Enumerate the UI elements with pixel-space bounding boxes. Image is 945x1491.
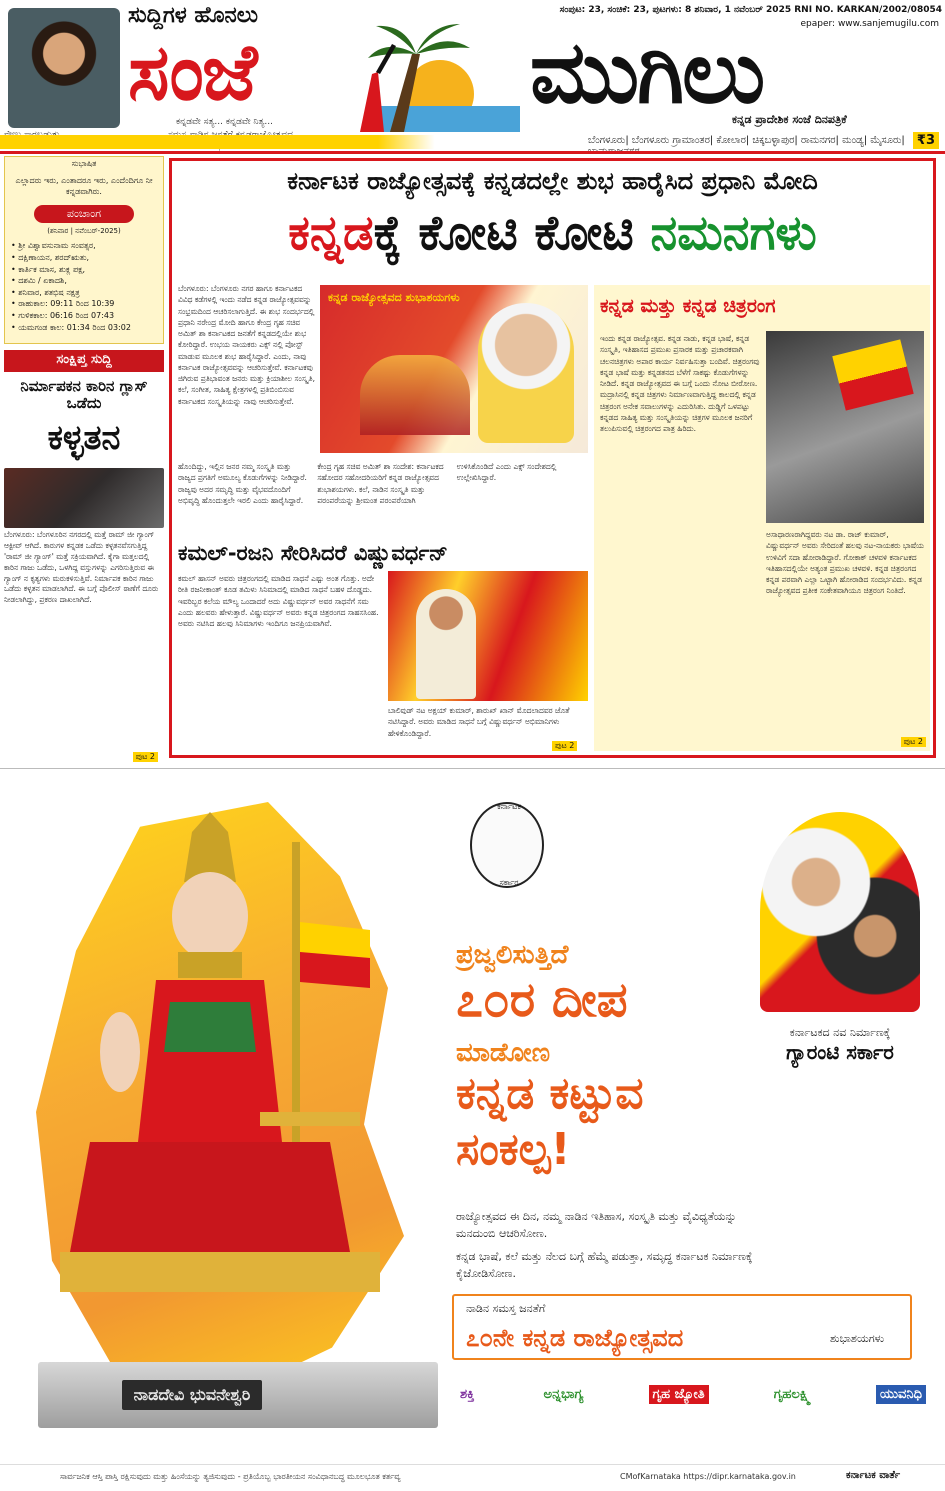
section-divider bbox=[0, 768, 945, 769]
lead-story-text: ಬೆಂಗಳೂರು: ಬೆಂಗಳೂರು ನಗರ ಹಾಗೂ ಕರ್ನಾಟಕದ ವಿವಿಧ ಕಡೆಗಳಲ್ಲಿ ಇಂದು ನಡೆದ ಕನ್ನಡ ರಾಜ್ಯೋತ್ಸವವನ್ನು ಸಂಭ್ರಮದಿಂದ ಆಚರಿಸಲಾಗುತ್ತಿದೆ. ಈ ಶುಭ ಸಂದರ್ಭದಲ್ಲಿ ಪ್ರಧಾನಿ ನರೇಂದ್ರ ಮೋದಿ ಹಾಗೂ ಕೇಂದ್ರ ಗೃಹ ಸಚಿವ ಅಮಿತ್ ಶಾ ಕರ್ನಾಟಕದ ಜನತೆಗೆ ಕನ್ನಡದಲ್ಲಿಯೇ ಶುಭ ಕೋರಿದ್ದಾರೆ. ಉಭಯ ನಾಯಕರು ಎಕ್ಸ್ ನಲ್ಲಿ ಪೋಸ್ಟ್ ಮಾಡುವ ಮೂಲಕ ಶುಭ ಹಾರೈಸಿದ್ದಾರೆ. ಎಂದು, ನಾವು ಕರ್ನಾಟಕ ರಾಜ್ಯೋತ್ಸವವನ್ನು ಆಚರಿಸುತ್ತೇವೆ. ಕರ್ನಾಟಕವು ಜಿಗಿರುವ ಪ್ರತಿಭಾವಂತ ಜನರು ಮತ್ತು ಕ್ರಿಯಾಶೀಲ ಸಂಸ್ಕೃತಿ, ಕಲೆ, ಸಂಗೀತ, ಸಾಹಿತ್ಯ ಕ್ಷೇತ್ರಗಳಲ್ಲಿ ಪ್ರತಿಬಿಂಬಿಸುವ ಕರ್ನಾಟಕದ ಸಂಸ್ಕೃತಿಯನ್ನು ನಾವು ಆಚರಿಸುತ್ತೇವೆ. bbox=[178, 284, 315, 406]
ad-line-1: ಪ್ರಜ್ವಲಿಸುತ್ತಿದೆ bbox=[456, 940, 569, 970]
scheme-shakti-logo: ಶಕ್ತಿ bbox=[460, 1386, 475, 1402]
editor-photo bbox=[8, 8, 120, 128]
wishes-title: ೭೦ನೇ ಕನ್ನಡ ರಾಜ್ಯೋತ್ಸವದ bbox=[466, 1324, 684, 1352]
cinema-story-text: ಇಂದು ಕನ್ನಡ ರಾಜ್ಯೋತ್ಸವ. ಕನ್ನಡ ನಾಡು, ಕನ್ನಡ ಭಾಷೆ, ಕನ್ನಡ ಸಂಸ್ಕೃತಿ, ಇತಿಹಾಸದ ಪ್ರಮುಖ ಪ್ರಸಾರಕ ಮತ್ತು ಪ್ರಚಾರಕವಾಗಿ ಚಲನಚಿತ್ರಗಳು ಅಪಾರ ಕಾರ್ಯ ನಿರ್ವಹಿಸುತ್ತಾ ಬಂದಿವೆ. ಚಿತ್ರರಂಗವು ಕನ್ನಡ ಭಾಷೆ ಮತ್ತು ಕನ್ನಡತನದ ಬೆಳೆಗೆ ಸಾಕಷ್ಟು ಕೊಡುಗೆಗಳನ್ನು ನೀಡಿದೆ. ಕನ್ನಡ ರಾಜ್ಯೋತ್ಸವದ ಈ ಬಗ್ಗೆ ಒಂದು ನೋಟ ಬೀರೋಣ. ಮದ್ರಾಸಿನಲ್ಲಿ ಕನ್ನಡ ಚಿತ್ರಗಳು ನಿರ್ಮಾಣವಾಗುತ್ತಿದ್ದ ಕಾಲದಲ್ಲಿ ಕನ್ನಡ ಚಿತ್ರರಂಗ ಅನೇಕ ಸವಾಲುಗಳನ್ನು ಎದುರಿಸಿತು. ದುಡ್ಡಿಗೆ ಒಳಪಟ್ಟು ಕನ್ನಡದ ಸಾಹಿತ್ಯ ಮತ್ತು ಸಂಸ್ಕೃತಿಯನ್ನು ಚಿತ್ರಗಳ ಮೂಲಕ ಜನರಿಗೆ ತಲುಪಿಸುವಲ್ಲಿ ಚಿತ್ರರಂಗದ ಪಾತ್ರ ಹಿರಿದು. bbox=[600, 334, 760, 433]
ad-paragraph-1: ರಾಜ್ಯೋತ್ಸವದ ಈ ದಿನ, ನಮ್ಮ ನಾಡಿನ ಇತಿಹಾಸ, ಸಂಸ್ಕೃತಿ ಮತ್ತು ವೈವಿಧ್ಯತೆಯನ್ನು ಮನದುಂಬಿ ಆಚರಿಸೋಣ. bbox=[456, 1210, 737, 1241]
panchanga-box bbox=[4, 156, 164, 344]
government-tagline: ಕರ್ನಾಟಕದ ನವ ನಿರ್ಮಾಣಕ್ಕೆ bbox=[789, 1026, 891, 1039]
scheme-gruhalakshmi-logo: ಗೃಹಲಕ್ಷ್ಮಿ bbox=[773, 1386, 811, 1402]
vishnuvardhan-headline[interactable]: ಕಮಲ್-ರಜನಿ ಸೇರಿಸಿದರೆ ವಿಷ್ಣುವರ್ಧನ್ bbox=[178, 541, 448, 565]
masthead bbox=[0, 0, 945, 150]
footer-varthe-logo: ಕರ್ನಾಟಕ ವಾರ್ತೆ bbox=[846, 1470, 901, 1481]
masthead-sub1: ಕನ್ನಡವೇ ಸತ್ಯ... ಕನ್ನಡವೇ ನಿತ್ಯ... bbox=[176, 117, 274, 127]
vishnuvardhan-story: ಕಮಲ್ ಹಾಸನ್ ಅವರು ಚಿತ್ರರಂಗದಲ್ಲಿ ಮಾಡಿದ ಸಾಧನೆ ಎಷ್ಟು ಅಂತ ಗೊತ್ತು. ಅದೇ ರೀತಿ ರಜನೀಕಾಂತ್ ಕೂಡ ತಮಿಳು ಸಿನಿಮಾದಲ್ಲಿ ಮಾಡಿದ ಸಾಧನೆ ಬಹಳ ದೊಡ್ಡದು. ಇವರಿಬ್ಬರ ಕಲೆಯ ಮೌಲ್ಯ ಒಂದಾದರೆ ಅದು ವಿಷ್ಣುವರ್ಧನ್ ಅವರ ಸಾಧನೆಗೆ ಸಮ ಎಂದು ಹಲವರು ಹೇಳುತ್ತಾರೆ. ವಿಷ್ಣುವರ್ಧನ್ ಅವರು ಕನ್ನಡ ಚಿತ್ರರಂಗದ ಸಾಹಸಸಿಂಹ. ಅವರು ನಟಿಸಿದ ಹಲವು ಸಿನಿಮಾಗಳು ಇಂದಿಗೂ ಜನಪ್ರಿಯವಾಗಿವೆ. bbox=[178, 574, 379, 628]
brief-big-headline[interactable]: ಕಳ್ಳತನ bbox=[47, 418, 121, 458]
rajyotsava-advertisement bbox=[0, 772, 945, 1491]
masthead-rule bbox=[0, 151, 945, 154]
logo-sanje: ಸಂಜೆ bbox=[128, 28, 256, 118]
brief-news-photo bbox=[4, 468, 164, 528]
panchanga-list bbox=[5, 236, 163, 337]
karnataka-emblem-icon bbox=[470, 802, 544, 888]
panchanga-item: • ಯಮಗಂಡ ಕಾಲ: 01:34 ರಿಂದ 03:02 bbox=[11, 322, 131, 332]
greeting-badge: ಕನ್ನಡ ರಾಜ್ಯೋತ್ಸವದ ಶುಭಾಶಯಗಳು bbox=[328, 291, 460, 304]
emblem-top-text: ಕರ್ನಾಟಕ bbox=[497, 802, 521, 811]
panchanga-item: • ಶನಿವಾರ, ಶತಭಿಷ ನಕ್ಷತ್ರ bbox=[11, 287, 80, 297]
panchanga-item: • ಶ್ರೀ ವಿಶ್ವಾವಸುನಾಮ ಸಂವತ್ಸರ, bbox=[11, 241, 96, 251]
paper-descriptor: ಕನ್ನಡ ಪ್ರಾದೇಶಿಕ ಸಂಜೆ ದಿನಪತ್ರಿಕೆ bbox=[732, 113, 847, 126]
continued-link[interactable]: ಪುಟ 2 bbox=[901, 737, 926, 747]
leaders-portrait bbox=[760, 812, 920, 1012]
wishes-intro: ನಾಡಿನ ಸಮಸ್ತ ಜನತೆಗೆ bbox=[466, 1302, 546, 1315]
lead-story-continued: ಹೊಂದಿದ್ದು, ಇಲ್ಲಿನ ಜನರ ನಮ್ಮ ಸಂಸ್ಕೃತಿ ಮತ್ತು ರಾಜ್ಯದ ಪ್ರಗತಿಗೆ ಅಮೂಲ್ಯ ಕೊಡುಗೆಗಳನ್ನು ನೀಡಿದ್ದಾರೆ. ರಾಜ್ಯವು ಅದರ ಸಮೃದ್ಧಿ ಮತ್ತು ವೈಭವದೊಂದಿಗೆ ಅಭಿವೃದ್ಧಿ ಹೊಂದುತ್ತಲೇ ಇರಲಿ ಎಂದು ಹಾರೈಸಿದ್ದಾರೆ. ಕೇಂದ್ರ ಗೃಹ ಸಚಿವ ಅಮಿತ್ ಶಾ ಸಂದೇಶ: ಕರ್ನಾಟಕದ ಸಹೋದರ ಸಹೋದರಿಯರಿಗೆ ಕನ್ನಡ ರಾಜ್ಯೋತ್ಸವದ ಶುಭಾಶಯಗಳು. ಕಲೆ, ನಾಡಿನ ಸಂಸ್ಕೃತಿ ಮತ್ತು ಪರಂಪರೆಯನ್ನು ಶ್ರೀಮಂತ ಪರಂಪರೆಯಾಗಿ ಉಳಿಸಿಕೊಂಡಿದೆ ಎಂದು ಎಕ್ಸ್ ಸಂದೇಶದಲ್ಲಿ ಉಲ್ಲೇಖಿಸಿದ್ದಾರೆ. bbox=[178, 462, 557, 505]
modi-portrait bbox=[478, 303, 574, 443]
footer-duty-text: ಸಾರ್ವಜನಿಕ ಆಸ್ತಿ ಪಾಸ್ತಿ ರಕ್ಷಿಸುವುದು ಮತ್ತು ಹಿಂಸೆಯನ್ನು ತ್ಯಜಿಸುವುದು - ಪ್ರತಿಯೊಬ್ಬ ಭಾರತೀಯನ ಸಂವಿಧಾನಬದ್ಧ ಮೂಲಭೂತ ಕರ್ತವ್ಯ bbox=[60, 1472, 401, 1481]
ad-line-3: ಮಾಡೋಣ bbox=[456, 1038, 551, 1068]
price-tag: ₹3 bbox=[913, 132, 939, 149]
ad-footer bbox=[0, 1464, 945, 1490]
brief-headline[interactable]: ನಿರ್ಮಾಪಕನ ಕಾರಿನ ಗ್ಲಾಸ್ ಒಡೆದು bbox=[20, 377, 148, 413]
ad-line-5: ಸಂಕಲ್ಪ! bbox=[456, 1124, 571, 1175]
main-news-box bbox=[169, 158, 936, 758]
vidhana-soudha-art bbox=[360, 355, 470, 435]
vishnuvardhan-story-continued: ಬಾಲಿವುಡ್ ನಟ ಅಕ್ಷಯ್ ಕುಮಾರ್, ಶಾರುಖ್ ಖಾನ್ ಮೊದಲಾದವರ ಜೊತೆ ನಟಿಸಿದ್ದಾರೆ. ಅವರು ಮಾಡಿದ ಸಾಧನೆ ಬಗ್ಗೆ ವಿಷ್ಣುವರ್ಧನ್ ಅಭಿಮಾನಿಗಳು ಹೇಳಿಕೊಂಡಿದ್ದಾರೆ. bbox=[388, 706, 570, 738]
lead-kicker[interactable]: ಕರ್ನಾಟಕ ರಾಜ್ಯೋತ್ಸವಕ್ಕೆ ಕನ್ನಡದಲ್ಲೇ ಶುಭ ಹಾರೈಸಿದ ಪ್ರಧಾನಿ ಮೋದಿ bbox=[287, 167, 818, 195]
headline-part-koti: ಕ್ಕೆ ಕೋಟಿ ಕೋಟಿ bbox=[373, 205, 651, 261]
rajkumar-flag-photo bbox=[766, 331, 924, 523]
headline-part-namanagalu: ನಮನಗಳು bbox=[650, 205, 817, 261]
guarantee-schemes bbox=[456, 1376, 926, 1412]
scheme-yuvanidhi-logo: ಯುವನಿಧಿ bbox=[876, 1385, 926, 1404]
modi-greeting-image bbox=[320, 285, 588, 453]
government-slogan: ಗ್ಯಾರಂಟಿ ಸರ್ಕಾರ bbox=[786, 1040, 894, 1064]
cinema-headline[interactable]: ಕನ್ನಡ ಮತ್ತು ಕನ್ನಡ ಚಿತ್ರರಂಗ bbox=[600, 295, 776, 317]
actor-figure bbox=[416, 589, 476, 699]
left-column bbox=[4, 156, 164, 766]
sunset-palm-art bbox=[320, 14, 520, 132]
bhuvaneshwari-statue bbox=[60, 812, 380, 1372]
panchanga-title: ಪಂಚಾಂಗ bbox=[34, 205, 134, 223]
ad-line-2: ೭೦ರ ದೀಪ bbox=[456, 972, 628, 1028]
scheme-annabhagya-logo: ಅನ್ನಭಾಗ್ಯ bbox=[543, 1386, 584, 1402]
ad-paragraph-2: ಕನ್ನಡ ಭಾಷೆ, ಕಲೆ ಮತ್ತು ನೆಲದ ಬಗ್ಗೆ ಹೆಮ್ಮೆ ಪಡುತ್ತಾ, ಸಮೃದ್ಧ ಕರ್ನಾಟಕ ನಿರ್ಮಾಣಕ್ಕೆ ಕೈಜೋಡಿಸೋಣ. bbox=[456, 1250, 753, 1281]
panchanga-item: • ಗುಳಿಕಕಾಲ: 06:16 ರಿಂದ 07:43 bbox=[11, 310, 115, 320]
ad-line-4: ಕನ್ನಡ ಕಟ್ಟುವ bbox=[456, 1068, 644, 1119]
panchanga-item: • ಕಾರ್ತಿಕ ಮಾಸ, ಶುಕ್ಲ ಪಕ್ಷ, bbox=[11, 264, 86, 274]
subhashita-title: ಸುಭಾಷಿತ bbox=[71, 159, 97, 168]
headline-part-kannada: ಕನ್ನಡ bbox=[288, 205, 374, 261]
panchanga-item: • ರಾಹುಕಾಲ: 09:11 ರಿಂದ 10:39 bbox=[11, 299, 115, 309]
lead-headline[interactable] bbox=[172, 207, 933, 260]
masthead-tagline: ಸುದ್ದಿಗಳ ಹೊನಲು bbox=[128, 2, 259, 28]
scheme-gruha-jyothi-logo: ಗೃಹ ಜ್ಯೋತಿ bbox=[649, 1385, 709, 1404]
wishes-end: ಶುಭಾಶಯಗಳು bbox=[830, 1332, 885, 1345]
kannada-flag bbox=[832, 339, 913, 410]
subhashita-text: ಎಲ್ಲಾದರು ಇರು, ಎಂತಾದರೂ ಇರು, ಎಂದೆಂದಿಗೂ ನೀ ಕನ್ನಡವಾಗಿರು. bbox=[15, 176, 153, 197]
emblem-bottom-text: ಸರ್ಕಾರ bbox=[499, 878, 519, 887]
vishnuvardhan-photo bbox=[388, 571, 588, 701]
brief-news-section: ಸಂಕ್ಷಿಪ್ತ ಸುದ್ದಿ bbox=[4, 350, 164, 372]
pedestal-label: ನಾಡದೇವಿ ಭುವನೇಶ್ವರಿ bbox=[122, 1380, 262, 1410]
panchanga-item: • ದಕ್ಷಿಣಾಯನ, ಶರದ್ಋತು, bbox=[11, 252, 90, 262]
logo-mugilu: ಮುಗಿಲು bbox=[530, 23, 764, 123]
edition-cities: ಬೆಂಗಳೂರು| ಬೆಂಗಳೂರು ಗ್ರಾಮಾಂತರ| ಕೋಲಾರ| ಚಿಕ್ಕಬಳ್ಳಾಪುರ| ರಾಮನಗರ| ಮಂಡ್ಯ| ಮೈಸೂರು| bbox=[588, 135, 905, 146]
footer-social-links[interactable]: CMofKarnataka https://dipr.karnataka.gov.in bbox=[620, 1472, 796, 1481]
brief-body: ಬೆಂಗಳೂರು: ಬೆಂಗಳೂರಿನ ನಗರದಲ್ಲಿ ಮತ್ತೆ ರಾಮ್ ಜೀ ಗ್ಯಾಂಗ್ ಆಕ್ಟೀವ್ ಆಗಿದೆ. ಕಾರುಗಳ ಕನ್ನಡಕ ಒಡೆದು ಕಳ್ಳತನವೆಸಗುತ್ತಿದ್ದ 'ರಾಮ್ ಜೀ ಗ್ಯಾಂಗ್' ಮತ್ತೆ ಸಕ್ರಿಯವಾಗಿದೆ. ಕೈಗಾ ಮತ್ತಲದಲ್ಲಿ ಕಾರಿನ ಗಾಜು ಒಡೆದು, ಒಳಗಿದ್ದ ವಸ್ತುಗಳನ್ನು ಎಗರಿಸುತ್ತಿರುವ ಈ ಗ್ಯಾಂಗ್ ನ ಕೃತ್ಯಗಳು ಮರುಕಳಿಸುತ್ತಿವೆ. ನಿರ್ಮಾಪಕ ಕಾರಿನ ಗಾಜು ಒಡೆದು ಕಳ್ಳತನ ಮಾಡಲಾಗಿದೆ. ಈ ಬಗ್ಗೆ ಪೊಲೀಸ್ ಠಾಣೆಗೆ ದೂರು ನೀಡಲಾಗಿದ್ದು, ಪ್ರಕರಣ ದಾಖಲಾಗಿದೆ. bbox=[4, 530, 159, 605]
continued-link[interactable]: ಪುಟ 2 bbox=[552, 741, 577, 751]
issue-info: ಸಂಪುಟ: 23, ಸಂಚಿಕೆ: 23, ಪುಟಗಳು: 8 ಶನಿವಾರ, 1 ನವೆಂಬರ್ 2025 RNI NO. KARKAN/2002/08054 bbox=[559, 5, 942, 15]
cinema-feature bbox=[594, 285, 930, 751]
epaper-link[interactable]: epaper: www.sanjemugilu.com bbox=[800, 19, 939, 29]
cinema-story-continued: ಅಸಾಧಾರಣರಾಗಿದ್ದವರು ನಟ ಡಾ. ರಾಜ್ ಕುಮಾರ್, ವಿಷ್ಣುವರ್ಧನ್ ಅವರು ಸೇರಿದಂತೆ ಹಲವು ನಟ-ನಾಯಕರು ಭಾಷೆಯ ಉಳಿವಿಗೆ ಸದಾ ಹೋರಾಡಿದ್ದಾರೆ. ಗೋಕಾಕ್ ಚಳವಳಿ ಕರ್ನಾಟಕದ ಇತಿಹಾಸದಲ್ಲಿಯೇ ಅತ್ಯಂತ ಪ್ರಮುಖ ಚಳವಳಿ. ಕನ್ನಡ ಚಿತ್ರರಂಗದ ಕನ್ನಡ ಪರವಾಗಿ ಎಲ್ಲಾ ಒಟ್ಟಾಗಿ ಹೋರಾಡಿದ ಸಂದರ್ಭವಿದು. ಕನ್ನಡ ರಾಜ್ಯೋತ್ಸವದ ಪ್ರತೀಕ ಸಂಕೇತವಾಗಿಯೂ ಚಿತ್ರರಂಗ ನಿಂತಿದೆ. bbox=[766, 530, 924, 596]
continued-link[interactable]: ಪುಟ 2 bbox=[133, 752, 158, 762]
panchanga-item: • ದಶಮಿ / ಏಕಾದಶಿ, bbox=[11, 276, 67, 286]
panchanga-date: (ಶನಿವಾರ | ನವೆಂಬರ್-2025) bbox=[47, 227, 121, 236]
